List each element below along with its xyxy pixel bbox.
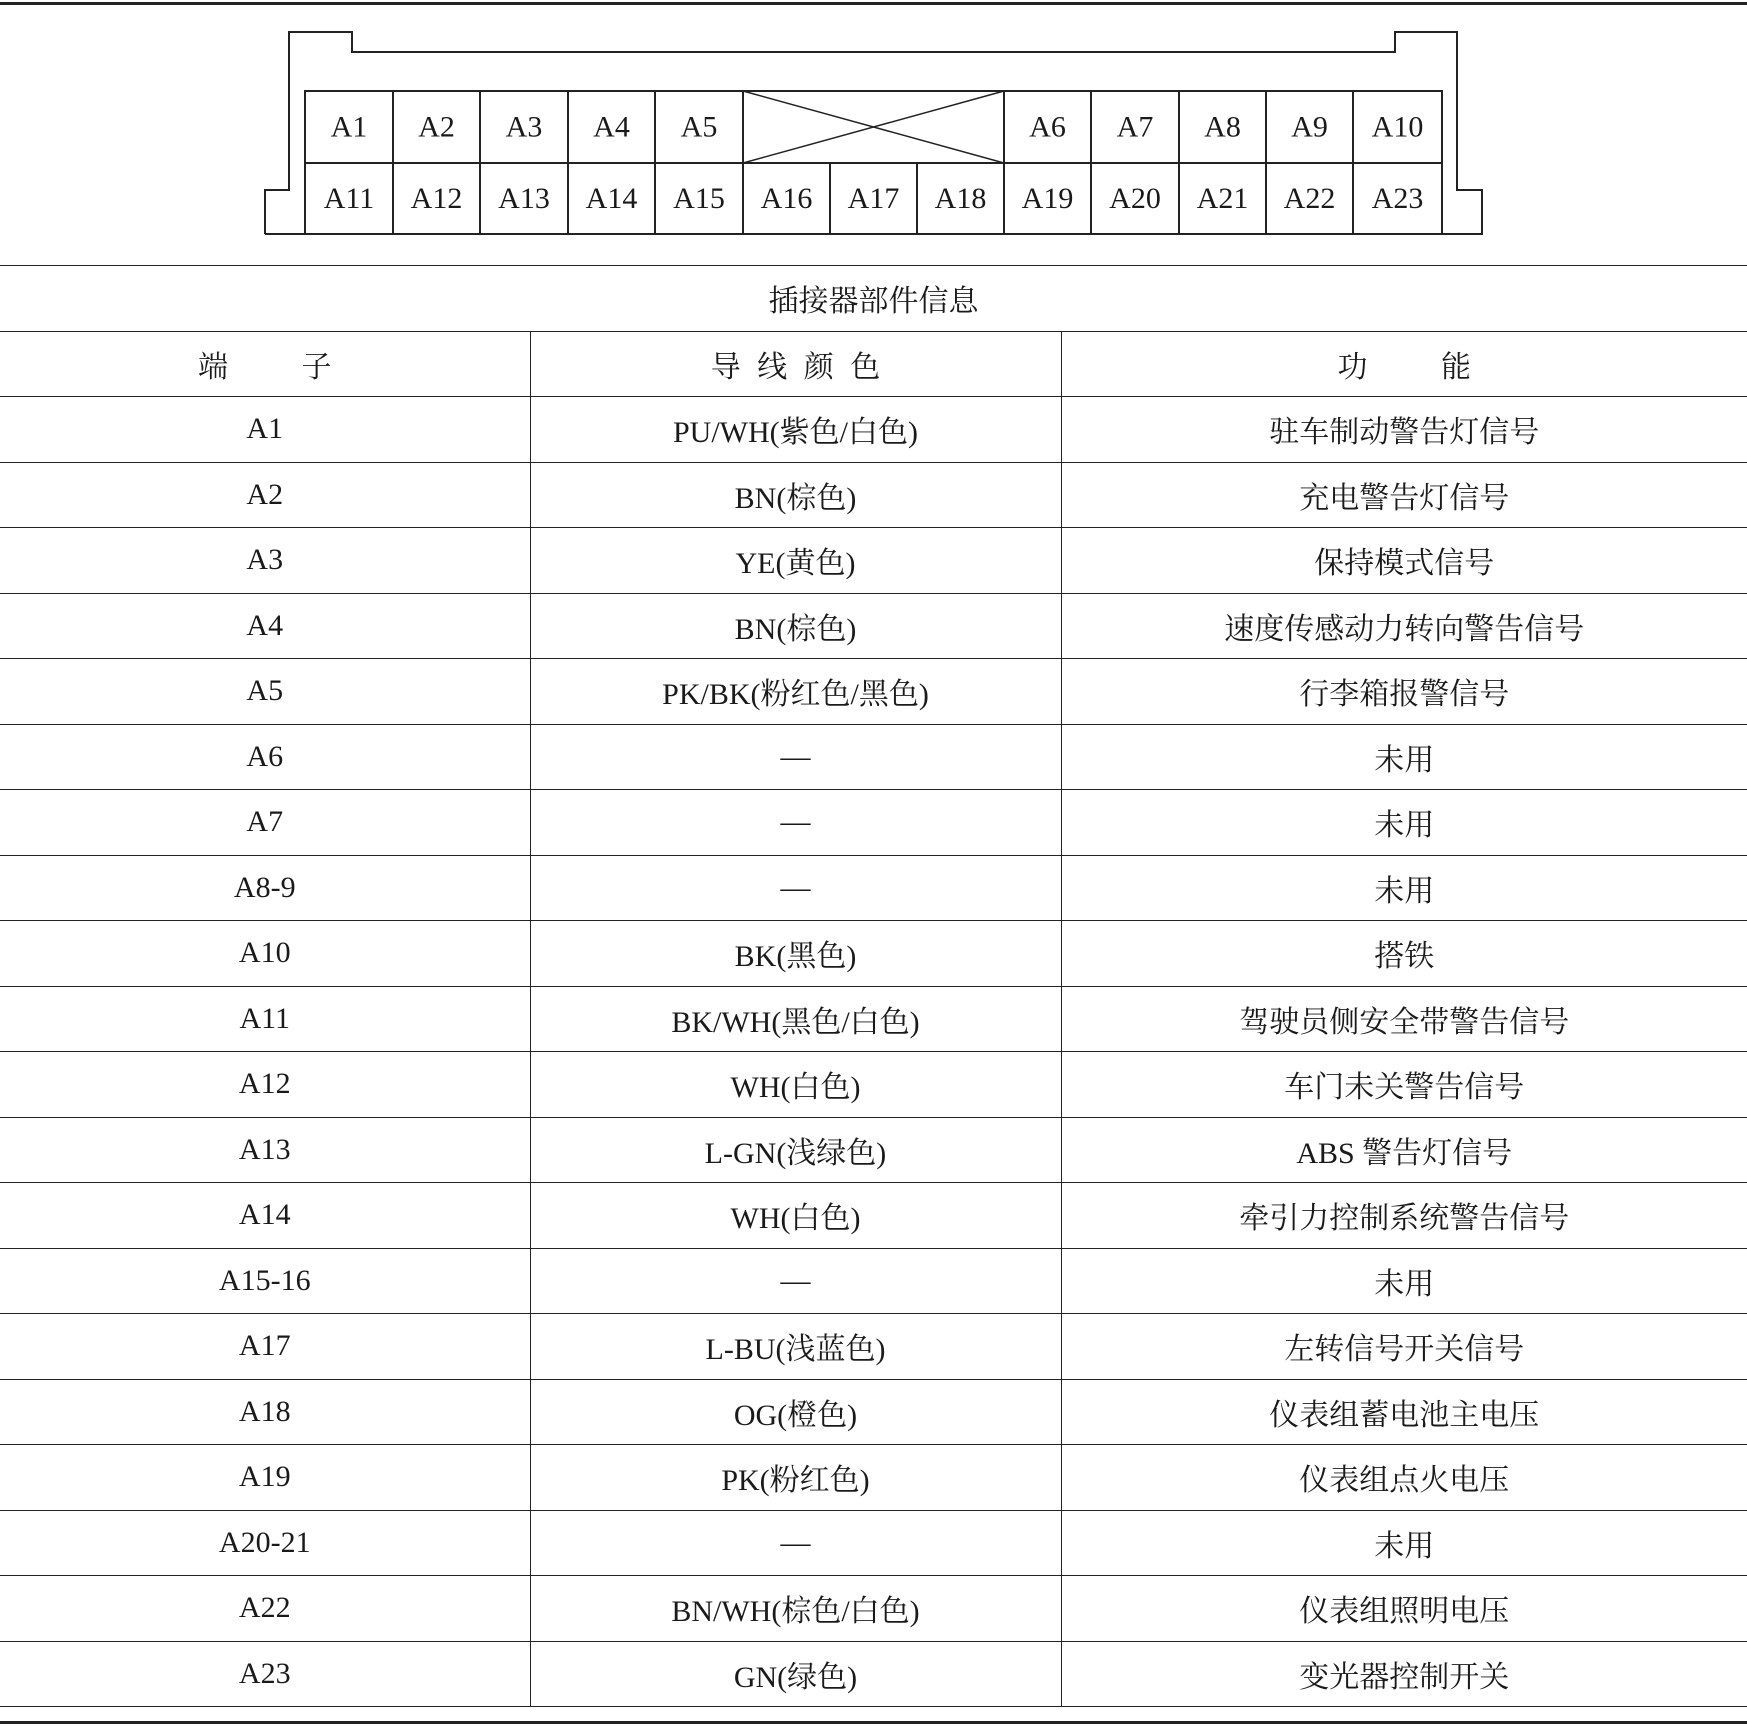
wire-color-cell: — xyxy=(530,1510,1061,1576)
table-row xyxy=(0,528,1747,594)
function-cell: 未用 xyxy=(1061,855,1747,921)
pin-label: A4 xyxy=(593,110,630,144)
terminal-cell: A18 xyxy=(0,1379,530,1445)
pin-label: A6 xyxy=(1029,110,1066,144)
table-row xyxy=(0,593,1747,659)
table-row xyxy=(0,986,1747,1052)
pin-label: A8 xyxy=(1204,110,1241,144)
pin-label: A12 xyxy=(410,182,463,215)
function-cell: 行李箱报警信号 xyxy=(1061,659,1747,725)
terminal-cell: A19 xyxy=(0,1445,530,1511)
terminal-cell: A10 xyxy=(0,921,530,987)
function-cell: 未用 xyxy=(1061,790,1747,856)
wire-color-cell: WH(白色) xyxy=(530,1052,1061,1118)
wire-color-cell: PU/WH(紫色/白色) xyxy=(530,397,1061,463)
header-function xyxy=(1061,331,1747,397)
table-row xyxy=(0,1248,1747,1314)
function-cell: 驻车制动警告灯信号 xyxy=(1061,397,1747,463)
terminal-cell: A11 xyxy=(0,986,530,1052)
table-row xyxy=(0,1445,1747,1511)
table-row xyxy=(0,921,1747,987)
table-row xyxy=(0,855,1747,921)
pin-label: A23 xyxy=(1371,182,1424,215)
table-row xyxy=(0,724,1747,790)
pin-label: A14 xyxy=(585,182,638,215)
terminal-cell: A5 xyxy=(0,659,530,725)
pin-label: A15 xyxy=(673,182,725,215)
table-row xyxy=(0,1510,1747,1576)
header-wire-color-text: 导 线 颜 色 xyxy=(710,350,881,384)
terminal-cell: A8-9 xyxy=(0,855,530,921)
terminal-cell: A6 xyxy=(0,724,530,790)
function-cell: 牵引力控制系统警告信号 xyxy=(1061,1183,1747,1249)
pin-label: A17 xyxy=(847,182,900,215)
wire-color-cell: PK/BK(粉红色/黑色) xyxy=(530,659,1061,725)
pin-label: A1 xyxy=(330,110,368,144)
connector-info-table xyxy=(0,265,1747,1707)
wire-color-cell: — xyxy=(530,724,1061,790)
wire-color-cell: — xyxy=(530,855,1061,921)
function-cell: 左转信号开关信号 xyxy=(1061,1314,1747,1380)
wire-color-cell: PK(粉红色) xyxy=(530,1445,1061,1511)
pin-label: A18 xyxy=(934,182,987,215)
pin-label: A11 xyxy=(323,182,375,215)
terminal-cell: A2 xyxy=(0,462,530,528)
terminal-cell: A14 xyxy=(0,1183,530,1249)
table-row xyxy=(0,1576,1747,1642)
terminal-cell: A15-16 xyxy=(0,1248,530,1314)
terminal-cell: A17 xyxy=(0,1314,530,1380)
function-cell: 未用 xyxy=(1061,1510,1747,1576)
connector-diagram xyxy=(0,0,1747,250)
wire-color-cell: — xyxy=(530,790,1061,856)
header-terminal xyxy=(0,331,530,397)
header-wire-color xyxy=(530,331,1061,397)
pin-label: A16 xyxy=(760,182,813,215)
terminal-cell: A12 xyxy=(0,1052,530,1118)
table-row xyxy=(0,1379,1747,1445)
wire-color-cell: BN(棕色) xyxy=(530,593,1061,659)
bottom-rule xyxy=(0,1721,1747,1724)
table-row xyxy=(0,1117,1747,1183)
function-cell: 搭铁 xyxy=(1061,921,1747,987)
terminal-cell: A22 xyxy=(0,1576,530,1642)
wire-color-cell: L-BU(浅蓝色) xyxy=(530,1314,1061,1380)
pin-label: A10 xyxy=(1371,110,1424,144)
terminal-cell: A23 xyxy=(0,1641,530,1707)
header-function-text: 功 能 xyxy=(1337,350,1471,384)
pin-label: A20 xyxy=(1109,182,1161,215)
pin-label: A5 xyxy=(680,110,718,144)
table-header-row xyxy=(0,331,1747,397)
wire-color-cell: L-GN(浅绿色) xyxy=(530,1117,1061,1183)
terminal-cell: A20-21 xyxy=(0,1510,530,1576)
terminal-cell: A1 xyxy=(0,397,530,463)
function-cell: 未用 xyxy=(1061,724,1747,790)
pin-label: A22 xyxy=(1283,182,1336,215)
table-row xyxy=(0,462,1747,528)
function-cell: 仪表组点火电压 xyxy=(1061,1445,1747,1511)
terminal-cell: A3 xyxy=(0,528,530,594)
function-cell: 未用 xyxy=(1061,1248,1747,1314)
function-cell: 驾驶员侧安全带警告信号 xyxy=(1061,986,1747,1052)
table-row xyxy=(0,1641,1747,1707)
function-cell: ABS 警告灯信号 xyxy=(1061,1117,1747,1183)
table-row xyxy=(0,659,1747,725)
wire-color-cell: BK(黑色) xyxy=(530,921,1061,987)
function-cell: 仪表组照明电压 xyxy=(1061,1576,1747,1642)
wire-color-cell: OG(橙色) xyxy=(530,1379,1061,1445)
function-cell: 速度传感动力转向警告信号 xyxy=(1061,593,1747,659)
wire-color-cell: BK/WH(黑色/白色) xyxy=(530,986,1061,1052)
wire-color-cell: BN/WH(棕色/白色) xyxy=(530,1576,1061,1642)
unused-cavity xyxy=(743,91,1004,163)
pin-label: A7 xyxy=(1116,110,1154,144)
function-cell: 保持模式信号 xyxy=(1061,528,1747,594)
function-cell: 充电警告灯信号 xyxy=(1061,462,1747,528)
table-row xyxy=(0,1314,1747,1380)
table-row xyxy=(0,1052,1747,1118)
pin-label: A13 xyxy=(498,182,550,215)
function-cell: 仪表组蓄电池主电压 xyxy=(1061,1379,1747,1445)
pin-label: A9 xyxy=(1291,110,1328,144)
table-row xyxy=(0,1183,1747,1249)
table-caption: 插接器部件信息 xyxy=(0,266,1747,332)
table-row xyxy=(0,397,1747,463)
wire-color-cell: BN(棕色) xyxy=(530,462,1061,528)
function-cell: 车门未关警告信号 xyxy=(1061,1052,1747,1118)
pin-label: A3 xyxy=(505,110,543,144)
pin-label: A21 xyxy=(1196,182,1249,215)
terminal-cell: A7 xyxy=(0,790,530,856)
wire-color-cell: GN(绿色) xyxy=(530,1641,1061,1707)
table-row xyxy=(0,790,1747,856)
wire-color-cell: WH(白色) xyxy=(530,1183,1061,1249)
pin-label: A19 xyxy=(1021,182,1074,215)
function-cell: 变光器控制开关 xyxy=(1061,1641,1747,1707)
terminal-cell: A4 xyxy=(0,593,530,659)
table-caption-row xyxy=(0,266,1747,332)
pin-label: A2 xyxy=(418,110,455,144)
header-terminal-text: 端 子 xyxy=(198,350,332,384)
terminal-cell: A13 xyxy=(0,1117,530,1183)
wire-color-cell: YE(黄色) xyxy=(530,528,1061,594)
wire-color-cell: — xyxy=(530,1248,1061,1314)
